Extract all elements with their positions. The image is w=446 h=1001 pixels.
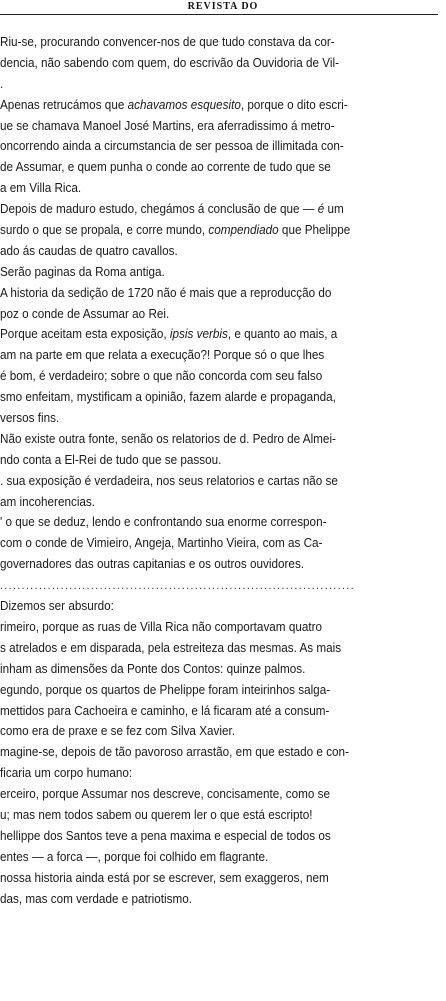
text-run: como era de praxe e se fez com Silva Xavier. (0, 724, 236, 739)
text-run: magine-se, depois de tão pavoroso arrastão, em que estado e con- (0, 745, 349, 760)
text-line (0, 492, 441, 513)
text-run: oncorrendo ainda a circumstancia de ser pessoa de illimitada con- (0, 139, 344, 154)
text-run: am na parte em que relata a execução?! Porque só o que lhes (0, 348, 325, 363)
body-text (0, 32, 441, 909)
text-line (0, 262, 441, 283)
text-run: a em Villa Rica. (0, 181, 82, 196)
text-run: ado ás caudas de quatro cavallos. (0, 243, 178, 258)
text-run: dencia, não sabendo com quem, do escrivão da Ouvidoria de Vil- (0, 55, 339, 70)
text-line (0, 659, 441, 680)
header-rule (0, 14, 438, 15)
text-run: ficaria um corpo humano: (0, 766, 133, 781)
text-run: entes — a forca —, porque foi colhido em flagrante. (0, 849, 269, 864)
text-line (0, 805, 441, 826)
text-line (0, 324, 441, 345)
text-run: Porque aceitam esta exposição, (0, 327, 170, 342)
text-run: poz o conde de Assumar ao Rei. (0, 306, 170, 321)
text-run: das, mas com verdade e patriotismo. (0, 891, 193, 906)
text-run: ' o que se deduz, lendo e confrontando sua enorme correspon- (0, 515, 327, 530)
text-line (0, 220, 441, 241)
text-run: s atrelados e em disparada, pela estreiteza das mesmas. As mais (0, 640, 342, 655)
text-line (0, 199, 441, 220)
text-line (0, 178, 441, 199)
text-run: , porque o dito escri- (240, 97, 348, 112)
text-line (0, 721, 441, 742)
text-line (0, 471, 441, 492)
text-run: Depois de maduro estudo, chegámos á conclusão de que — (0, 202, 318, 217)
text-run: am incoherencias. (0, 494, 96, 509)
text-run: inham as dimensões da Ponte dos Contos: quinze palmos. (0, 661, 306, 676)
text-run: rimeiro, porque as ruas de Villa Rica não comportavam quatro (0, 619, 323, 634)
italic-text: é (317, 202, 325, 217)
text-run: erceiro, porque Assumar nos descreve, concisamente, como se (0, 787, 331, 802)
text-line (0, 533, 441, 554)
text-line (0, 366, 441, 387)
text-line (0, 680, 441, 701)
text-line (0, 157, 441, 178)
text-run: de Assumar, e quem punha o conde ao corrente de tudo que se (0, 160, 331, 175)
text-run: é bom, é verdadeiro; sobre o que não concorda com seu falso (0, 369, 323, 384)
text-run: smo enfeitam, mystificam a opinião, fazem alarde e propaganda, (0, 390, 336, 405)
text-run: mettidos para Cachoeira e caminho, e lá ficaram até a consum- (0, 703, 330, 718)
text-run: que Phelippe (278, 223, 351, 238)
text-line (0, 763, 441, 784)
text-line (0, 617, 441, 638)
text-line (0, 74, 441, 95)
text-run: Serão paginas da Roma antiga. (0, 264, 165, 279)
italic-text: achavamos esquesito (127, 97, 241, 112)
text-line (0, 345, 441, 366)
text-line (0, 596, 441, 617)
text-run: versos fins. (0, 411, 60, 426)
text-line (0, 408, 441, 429)
text-line (0, 889, 441, 910)
text-run: Não existe outra fonte, senão os relatorios de d. Pedro de Almei- (0, 431, 336, 446)
text-line (0, 826, 441, 847)
text-line (0, 450, 441, 471)
text-line (0, 32, 441, 53)
text-run: nossa historia ainda está por se escrever, sem exaggeros, nem (0, 870, 329, 885)
text-line (0, 638, 441, 659)
text-run: governadores das outras capitanias e os outros ouvidores. (0, 557, 305, 572)
text-line (0, 847, 441, 868)
text-run: . sua exposição é verdadeira, nos seus relatorios e cartas não se (0, 473, 338, 488)
text-line (0, 304, 441, 325)
text-run: A historia da sedição de 1720 não é mais que a reproducção do (0, 285, 332, 300)
text-line (0, 283, 441, 304)
text-run: Apenas retrucámos que (0, 97, 128, 112)
italic-text: compendiado (208, 223, 279, 238)
text-line (0, 868, 441, 889)
text-line (0, 512, 441, 533)
text-run: surdo o que se propala, e corre mundo, (0, 223, 209, 238)
text-run: u; mas nem todos sabem ou querem ler o que está escripto! (0, 807, 313, 822)
text-run: ue se chamava Manoel José Martins, era aferradissimo á metro- (0, 118, 335, 133)
text-run: Riu-se, procurando convencer-nos de que tudo constava da cor- (0, 35, 335, 49)
text-run: com o conde de Vimieiro, Angeja, Martinho Vieira, com as Ca- (0, 536, 323, 551)
text-line (0, 387, 441, 408)
text-line (0, 575, 441, 596)
text-line (0, 701, 441, 722)
text-line (0, 95, 441, 116)
section-divider-dots: .................................................................................. (0, 580, 356, 593)
text-line (0, 554, 441, 575)
running-head-title: REVISTA DO (187, 1, 259, 12)
text-line (0, 742, 441, 763)
text-line (0, 241, 441, 262)
text-run: um (324, 202, 344, 217)
text-run: . (0, 76, 4, 91)
text-run: ndo conta a El-Rei de tudo que se passou. (0, 452, 222, 467)
text-line (0, 116, 441, 137)
text-run: egundo, porque os quartos de Phelippe foram inteirinhos salga- (0, 682, 331, 697)
text-line (0, 784, 441, 805)
text-run: , e quanto ao mais, a (227, 327, 338, 342)
text-run: hellippe dos Santos teve a pena maxima e especial de todos os (0, 828, 331, 843)
text-line (0, 429, 441, 450)
text-line (0, 53, 441, 74)
text-run: Dizemos ser absurdo: (0, 599, 114, 614)
italic-text: ipsis verbis (169, 327, 228, 342)
text-line (0, 136, 441, 157)
